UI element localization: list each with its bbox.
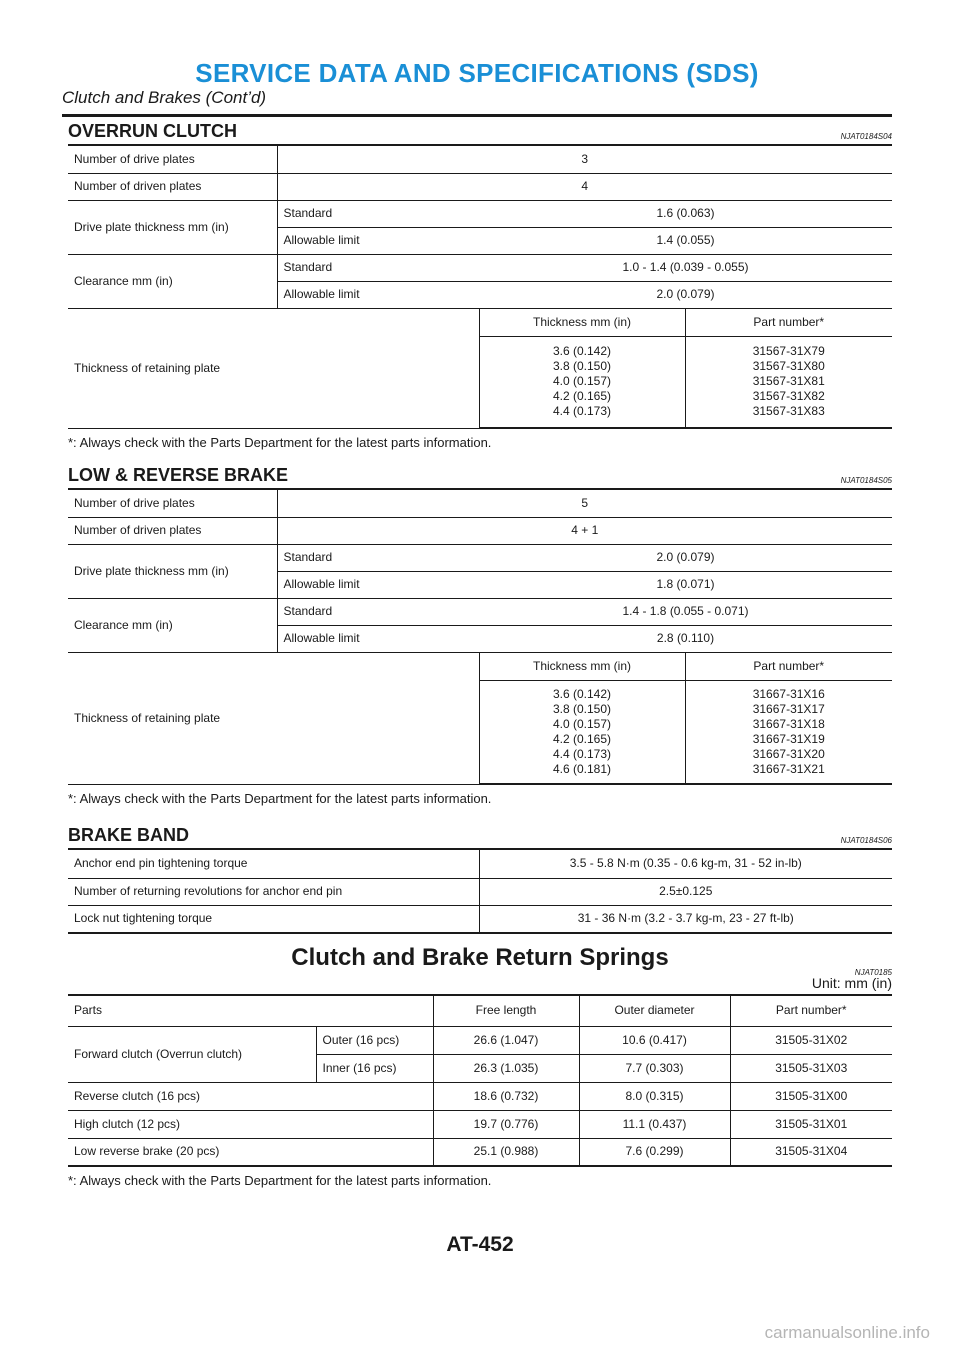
list-item: 31567-31X83 xyxy=(752,404,825,419)
table-row xyxy=(68,1026,892,1054)
page-title: SERVICE DATA AND SPECIFICATIONS (SDS) xyxy=(195,58,759,88)
column-header: Part number* xyxy=(685,308,892,336)
free-length-cell: 25.1 (0.988) xyxy=(433,1138,579,1166)
column-header: Part number* xyxy=(730,996,892,1026)
row-label: Drive plate thickness mm (in) xyxy=(68,544,277,598)
overrun-clutch-section xyxy=(68,118,892,450)
table-row xyxy=(68,490,892,517)
part-number-cell: 31505-31X01 xyxy=(730,1110,892,1138)
retaining-part-cell xyxy=(685,680,892,784)
row-value: 2.5±0.125 xyxy=(479,878,892,905)
overrun-clutch-table xyxy=(68,146,892,429)
table-row xyxy=(68,200,892,227)
low-reverse-brake-table xyxy=(68,490,892,785)
part-number-cell: 31505-31X00 xyxy=(730,1082,892,1110)
parts-note: *: Always check with the Parts Department for the latest parts information. xyxy=(68,435,492,450)
row-value: 4 + 1 xyxy=(277,517,892,544)
unit-label: Unit: mm (in) xyxy=(811,975,892,991)
table-row xyxy=(68,517,892,544)
row-label: Lock nut tightening torque xyxy=(68,905,479,933)
list-item: 4.4 (0.173) xyxy=(552,746,612,761)
outer-diameter-cell: 11.1 (0.437) xyxy=(579,1110,730,1138)
row-label: Number of driven plates xyxy=(68,517,277,544)
row-label: Low reverse brake (20 pcs) xyxy=(68,1138,433,1166)
row-label: Clearance mm (in) xyxy=(68,598,277,652)
table-row xyxy=(68,905,892,933)
column-header: Free length xyxy=(433,996,579,1026)
list-item: 3.6 (0.142) xyxy=(552,686,612,701)
table-row xyxy=(68,652,892,680)
list-item: 31667-31X20 xyxy=(752,746,825,761)
column-header: Thickness mm (in) xyxy=(479,308,685,336)
sub-label: Allowable limit xyxy=(277,571,479,598)
free-length-cell: 26.6 (1.047) xyxy=(433,1026,579,1054)
page-header xyxy=(62,58,892,108)
retaining-part-cell xyxy=(685,336,892,428)
table-row xyxy=(68,996,892,1026)
retaining-thickness-cell xyxy=(479,336,685,428)
low-reverse-brake-section xyxy=(68,462,892,806)
list-item: 4.6 (0.181) xyxy=(552,761,612,776)
list-item: 31567-31X80 xyxy=(752,359,825,374)
watermark: carmanualsonline.info xyxy=(764,1323,930,1342)
list-item: 31667-31X21 xyxy=(752,761,825,776)
column-header: Thickness mm (in) xyxy=(479,652,685,680)
list-item: 4.0 (0.157) xyxy=(552,716,612,731)
table-row xyxy=(68,1138,892,1166)
section-title: Clutch and Brake Return Springs xyxy=(291,944,669,971)
row-label: Thickness of retaining plate xyxy=(68,308,479,428)
row-value: 31 - 36 N·m (3.2 - 3.7 kg-m, 23 - 27 ft-lb) xyxy=(479,905,892,933)
table-row xyxy=(68,1082,892,1110)
row-label: Clearance mm (in) xyxy=(68,254,277,308)
table-row xyxy=(68,146,892,173)
list-item: 31667-31X19 xyxy=(752,731,825,746)
return-springs-header xyxy=(68,944,892,994)
row-value: 2.0 (0.079) xyxy=(479,281,892,308)
table-row xyxy=(68,308,892,336)
section-title: OVERRUN CLUTCH xyxy=(68,121,237,141)
sub-label: Standard xyxy=(277,200,479,227)
page-number: AT-452 xyxy=(446,1233,514,1256)
row-value: 1.8 (0.071) xyxy=(479,571,892,598)
row-label: High clutch (12 pcs) xyxy=(68,1110,433,1138)
row-value: 1.4 - 1.8 (0.055 - 0.071) xyxy=(479,598,892,625)
column-header: Parts xyxy=(68,996,433,1026)
free-length-cell: 19.7 (0.776) xyxy=(433,1110,579,1138)
row-label: Reverse clutch (16 pcs) xyxy=(68,1082,433,1110)
row-value: 1.6 (0.063) xyxy=(479,200,892,227)
section-code: NJAT0184S05 xyxy=(840,476,892,485)
table-row xyxy=(68,254,892,281)
row-label: Drive plate thickness mm (in) xyxy=(68,200,277,254)
sub-label: Outer (16 pcs) xyxy=(316,1026,433,1054)
row-value: 1.4 (0.055) xyxy=(479,227,892,254)
row-value: 2.0 (0.079) xyxy=(479,544,892,571)
parts-note: *: Always check with the Parts Department for the latest parts information. xyxy=(68,1173,492,1188)
section-code: NJAT0185 xyxy=(854,968,892,977)
row-value: 4 xyxy=(277,173,892,200)
row-label: Thickness of retaining plate xyxy=(68,652,479,784)
column-header: Outer diameter xyxy=(579,996,730,1026)
list-item: 4.2 (0.165) xyxy=(552,731,612,746)
retaining-thickness-cell xyxy=(479,680,685,784)
brake-band-section xyxy=(68,822,892,934)
row-value: 1.0 - 1.4 (0.039 - 0.055) xyxy=(479,254,892,281)
section-code: NJAT0184S06 xyxy=(840,836,892,845)
brake-band-table xyxy=(68,850,892,934)
table-row xyxy=(68,1110,892,1138)
list-item: 3.6 (0.142) xyxy=(552,344,612,359)
section-code: NJAT0184S04 xyxy=(840,132,892,141)
list-item: 31667-31X17 xyxy=(752,701,825,716)
part-number-cell: 31505-31X04 xyxy=(730,1138,892,1166)
outer-diameter-cell: 10.6 (0.417) xyxy=(579,1026,730,1054)
outer-diameter-cell: 7.7 (0.303) xyxy=(579,1054,730,1082)
sub-label: Inner (16 pcs) xyxy=(316,1054,433,1082)
row-label: Forward clutch (Overrun clutch) xyxy=(68,1026,316,1082)
row-label: Number of drive plates xyxy=(68,490,277,517)
sub-label: Allowable limit xyxy=(277,227,479,254)
list-item: 4.4 (0.173) xyxy=(552,404,612,419)
row-value: 3.5 - 5.8 N·m (0.35 - 0.6 kg-m, 31 - 52 in-lb) xyxy=(479,850,892,878)
list-item: 3.8 (0.150) xyxy=(552,701,612,716)
list-item: 31667-31X18 xyxy=(752,716,825,731)
part-number-cell: 31505-31X03 xyxy=(730,1054,892,1082)
sub-label: Standard xyxy=(277,544,479,571)
parts-note: *: Always check with the Parts Department for the latest parts information. xyxy=(68,791,492,806)
column-header: Part number* xyxy=(685,652,892,680)
section-title: LOW & REVERSE BRAKE xyxy=(68,465,289,485)
free-length-cell: 26.3 (1.035) xyxy=(433,1054,579,1082)
list-item: 31567-31X79 xyxy=(752,344,825,359)
list-item: 31567-31X82 xyxy=(752,389,825,404)
part-number-cell: 31505-31X02 xyxy=(730,1026,892,1054)
sub-label: Standard xyxy=(277,254,479,281)
row-label: Anchor end pin tightening torque xyxy=(68,850,479,878)
list-item: 4.2 (0.165) xyxy=(552,389,612,404)
outer-diameter-cell: 7.6 (0.299) xyxy=(579,1138,730,1166)
row-label: Number of driven plates xyxy=(68,173,277,200)
list-item: 3.8 (0.150) xyxy=(552,359,612,374)
table-row xyxy=(68,850,892,878)
table-row xyxy=(68,544,892,571)
list-item: 31567-31X81 xyxy=(752,374,825,389)
sub-label: Allowable limit xyxy=(277,281,479,308)
table-row xyxy=(68,878,892,905)
row-value: 3 xyxy=(277,146,892,173)
header-divider xyxy=(62,114,892,117)
table-row xyxy=(68,598,892,625)
row-label: Number of drive plates xyxy=(68,146,277,173)
row-value: 2.8 (0.110) xyxy=(479,625,892,652)
page-subtitle: Clutch and Brakes (Cont’d) xyxy=(62,88,267,107)
sub-label: Allowable limit xyxy=(277,625,479,652)
row-label: Number of returning revolutions for anchor end pin xyxy=(68,878,479,905)
return-springs-table xyxy=(68,996,892,1167)
free-length-cell: 18.6 (0.732) xyxy=(433,1082,579,1110)
sub-label: Standard xyxy=(277,598,479,625)
return-springs-section xyxy=(68,994,892,1188)
list-item: 4.0 (0.157) xyxy=(552,374,612,389)
list-item: 31667-31X16 xyxy=(752,686,825,701)
table-row xyxy=(68,173,892,200)
row-value: 5 xyxy=(277,490,892,517)
outer-diameter-cell: 8.0 (0.315) xyxy=(579,1082,730,1110)
section-title: BRAKE BAND xyxy=(68,825,189,845)
